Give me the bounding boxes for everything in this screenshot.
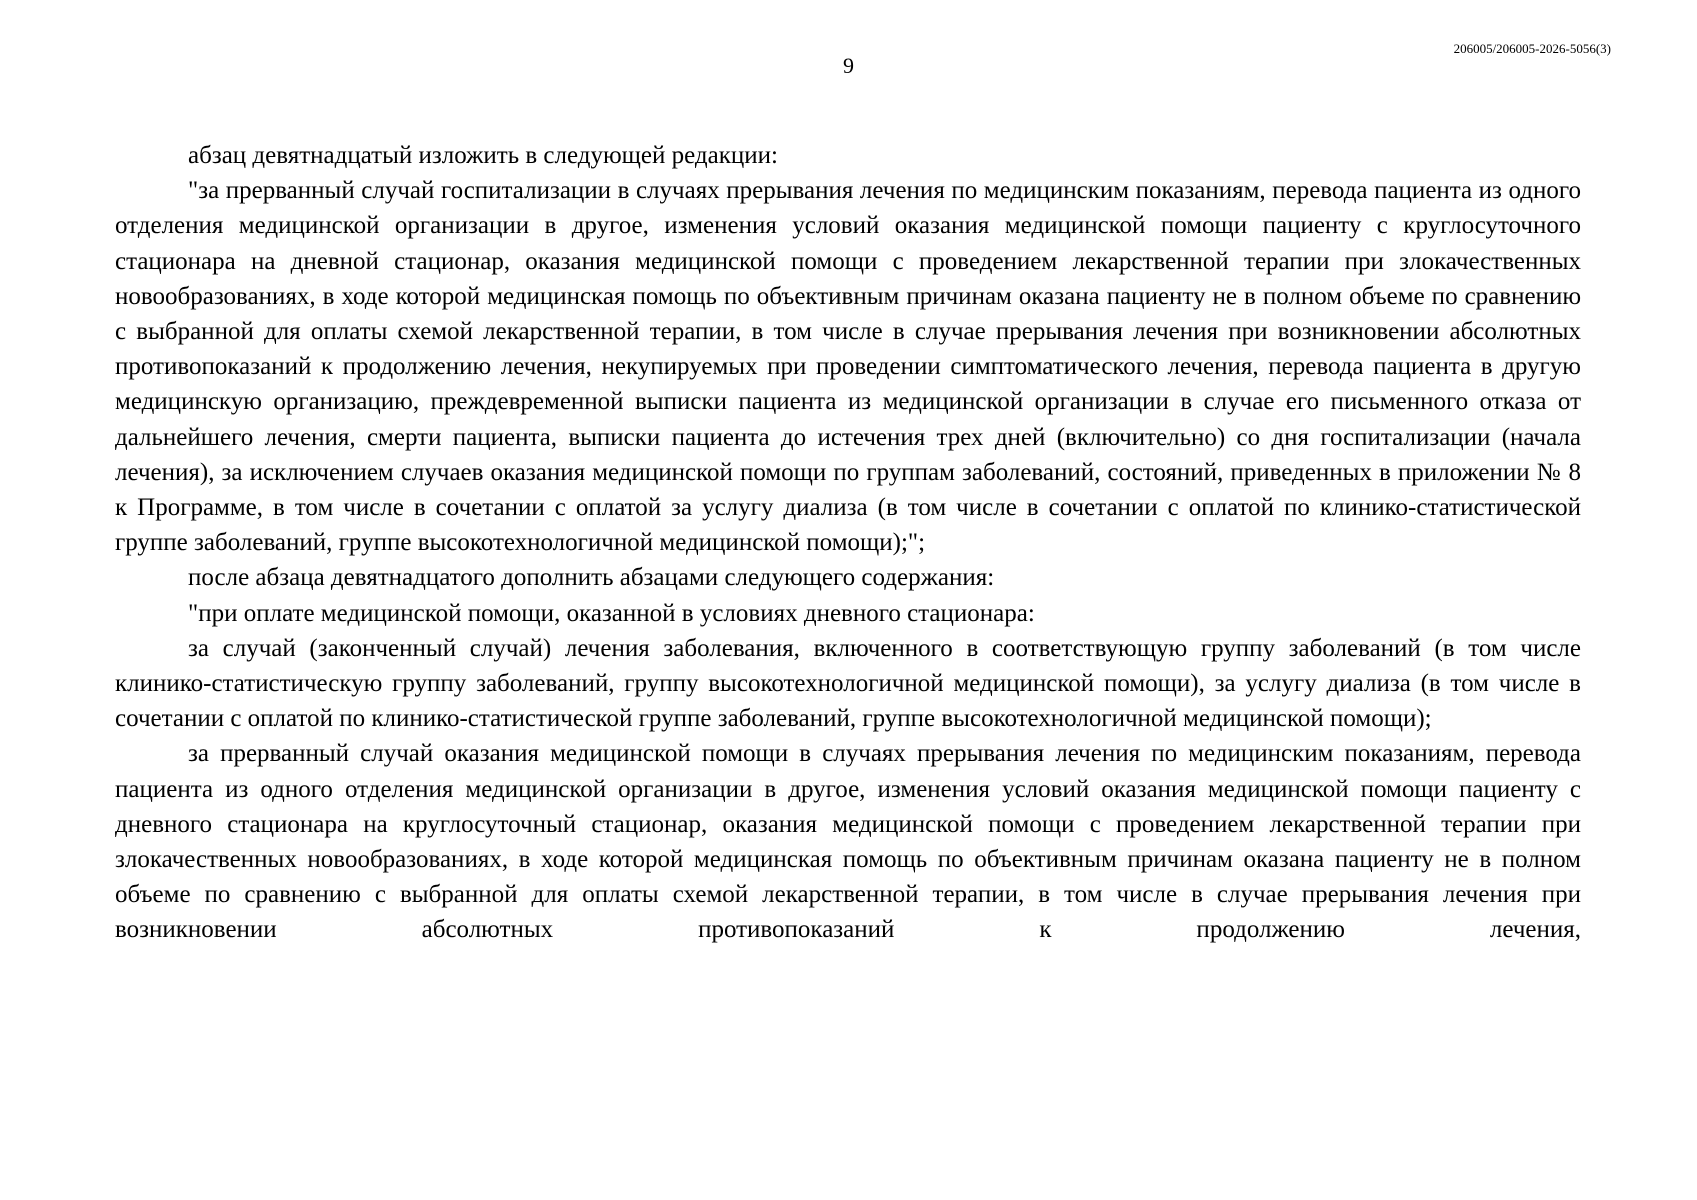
paragraph: за прерванный случай оказания медицинской помощи в случаях прерывания лечения по медицинским показаниям, перевода пациента из одного отделения медицинской организации в другое, изменения условий оказания медицинской помощи пациенту с дневного стационара на круглосуточный стационар, оказания медицинской помощи с проведением лекарственной терапии при злокачественных новообразованиях, в ходе которой медицинская помощь по объективным причинам оказана пациенту не в полном объеме по сравнению с выбранной для оплаты схемой лекарственной терапии, в том числе в случае прерывания лечения при возникновении абсолютных противопоказаний к продолжению лечения,: [115, 740, 1581, 944]
paragraph: после абзаца девятнадцатого дополнить абзацами следующего содержания:: [188, 564, 995, 592]
paragraph: "за прерванный случай госпитализации в случаях прерывания лечения по медицинским показаниям, перевода пациента из одного отделения медицинской организации в другое, изменения условий оказания медицинской помощи пациенту с круглосуточного стационара на дневной стационар, оказания медицинской помощи с проведением лекарственной терапии при злокачественных новообразованиях, в ходе которой медицинская помощь по объективным причинам оказана пациенту не в полном объеме по сравнению с выбранной для оплаты схемой лекарственной терапии, в том числе в случае прерывания лечения при возникновении абсолютных противопоказаний к продолжению лечения, некупируемых при проведении симптоматического лечения, перевода пациента в другую медицинскую организацию, преждевременной выписки пациента из медицинской организации в случае его письменного отказа от дальнейшего лечения, смерти пациента, выписки пациента до истечения трех дней (включительно) со дня госпитализации (начала лечения), за исключением случаев оказания медицинской помощи по группам заболеваний, состояний, приведенных в приложении № 8 к Программе, в том числе в сочетании с оплатой за услугу диализа (в том числе в сочетании с оплатой по клинико-статистической группе заболеваний, группе высокотехнологичной медицинской помощи);";: [115, 177, 1581, 557]
paragraph: за случай (законченный случай) лечения заболевания, включенного в соответствующую группу заболеваний (в том числе клинико-статистическую группу заболеваний, группу высокотехнологичной медицинской помощи), за услугу диализа (в том числе в сочетании с оплатой по клинико-статистической группе заболеваний, группе высокотехнологичной медицинской помощи);: [115, 634, 1581, 733]
paragraph: абзац девятнадцатый изложить в следующей редакции:: [188, 142, 778, 169]
document-body: [115, 138, 1581, 948]
page-number: 9: [843, 53, 854, 78]
document-id: 206005/206005-2026-5056(3): [1453, 41, 1611, 56]
paragraph: "при оплате медицинской помощи, оказанной в условиях дневного стационара:: [188, 599, 1035, 627]
